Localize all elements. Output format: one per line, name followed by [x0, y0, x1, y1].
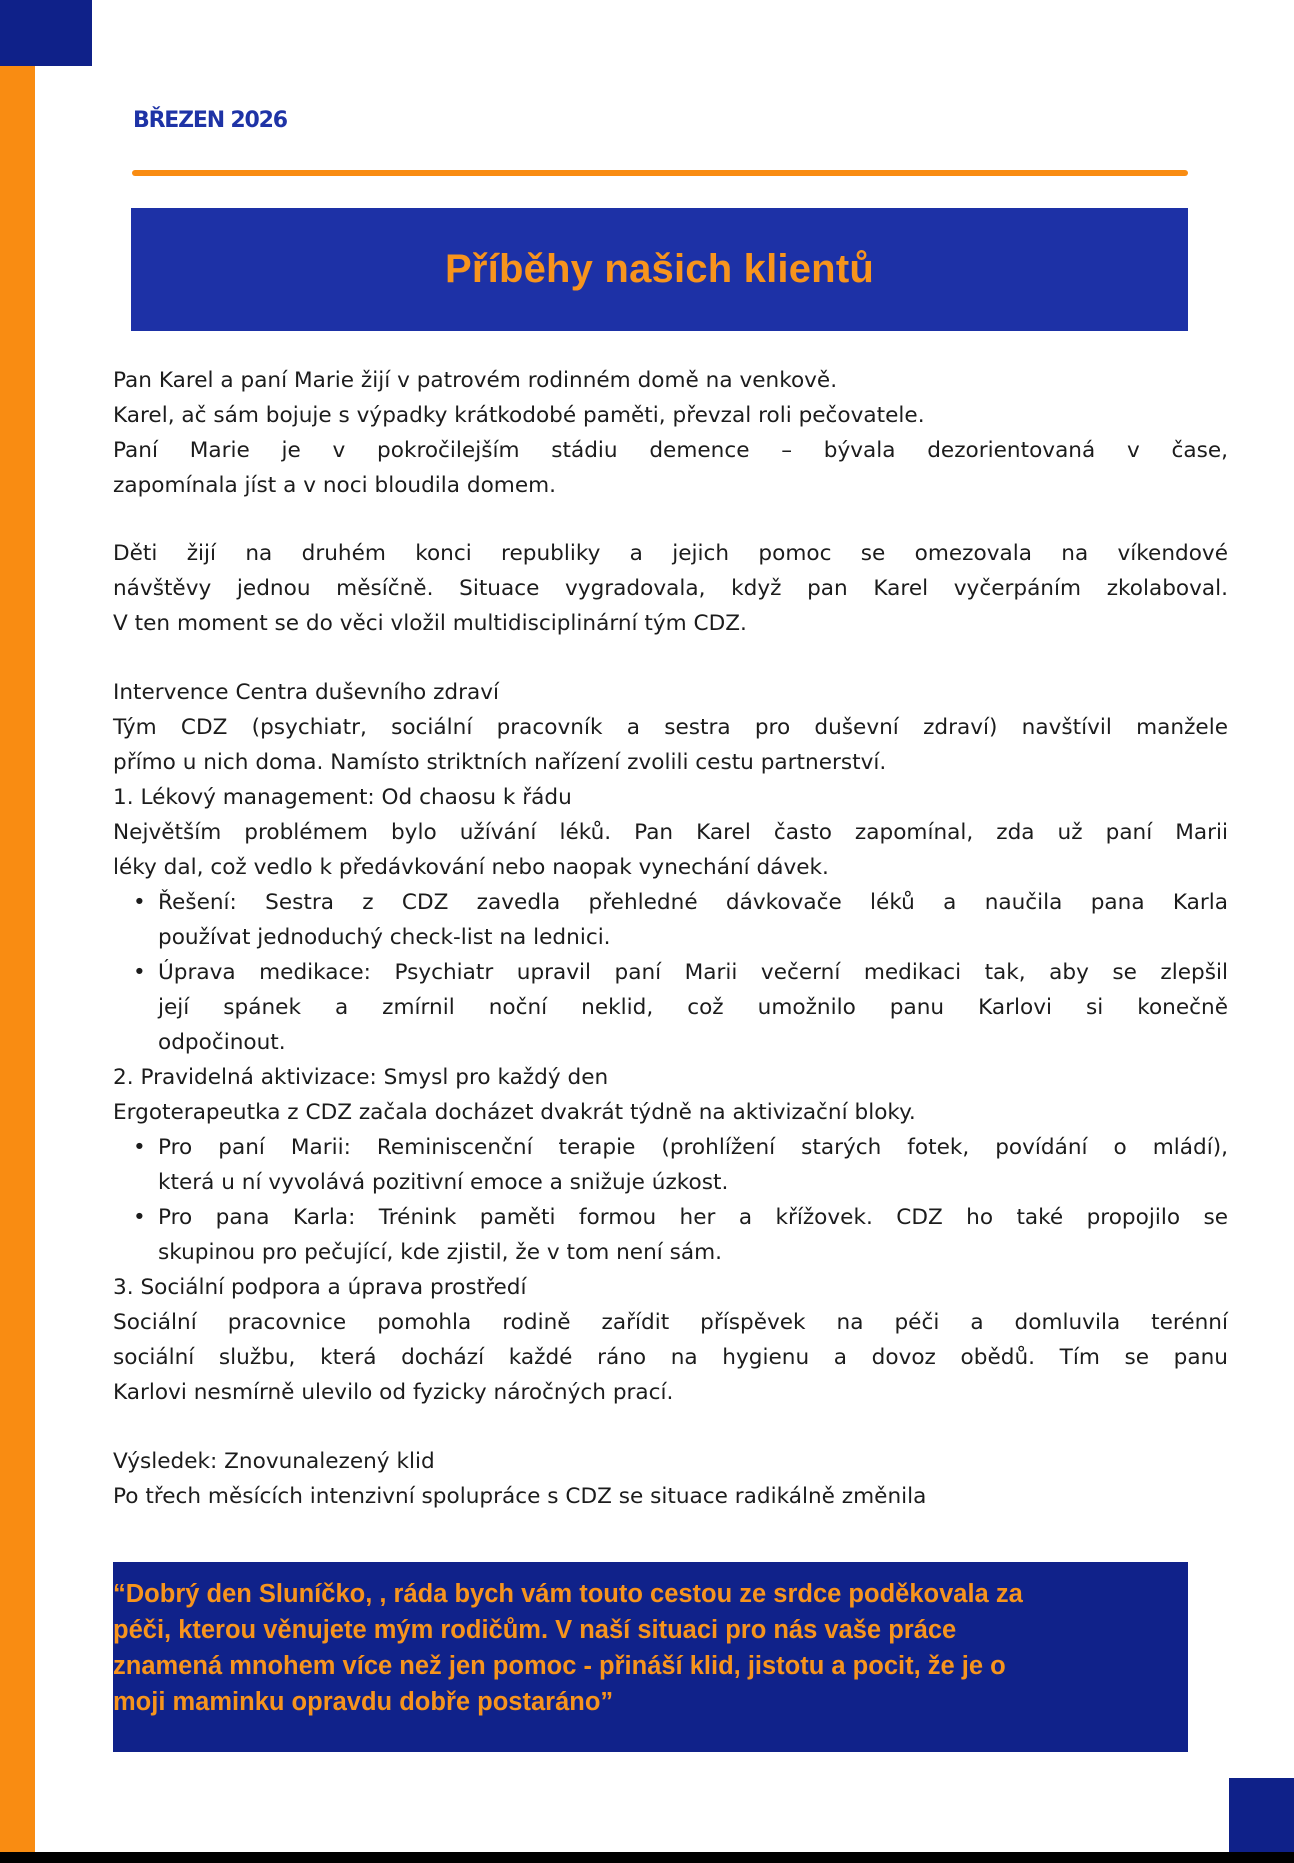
- bullet-icon: •: [133, 890, 146, 915]
- section-heading: Intervence Centra duševního zdraví: [113, 680, 500, 705]
- bullet-icon: •: [133, 1205, 146, 1230]
- section-heading: Výsledek: Znovunalezený klid: [113, 1449, 435, 1474]
- left-accent-strip: [0, 66, 35, 1852]
- quote-line: znamená mnohem více než jen pomoc - přináší klid, jistotu a pocit, že je o: [113, 1652, 1006, 1680]
- text-line: Sociální pracovnice pomohla rodině zařídit příspěvek na péči a domluvila terénní: [113, 1310, 1228, 1335]
- testimonial-quote: [113, 1576, 1188, 1720]
- text-line: Ergoterapeutka z CDZ začala docházet dvakrát týdně na aktivizační bloky.: [113, 1100, 916, 1125]
- list-item: [113, 1200, 1228, 1270]
- text-line: Pro paní Marii: Reminiscenční terapie (prohlížení starých fotek, povídání o mládí),: [158, 1135, 1228, 1160]
- quote-line: péči, kterou věnujete mým rodičům. V naší situaci pro nás vaše práce: [113, 1616, 957, 1644]
- text-line: odpočinout.: [158, 1030, 286, 1055]
- subsection-heading: 1. Lékový management: Od chaosu k řádu: [113, 785, 572, 810]
- bullet-icon: •: [133, 1135, 146, 1160]
- text-line: Paní Marie je v pokročilejším stádiu demence – bývala dezorientovaná v čase,: [113, 438, 1228, 463]
- text-line: návštěvy jednou měsíčně. Situace vygradovala, když pan Karel vyčerpáním zkolaboval.: [113, 576, 1228, 601]
- intervention-section: [113, 675, 1228, 1410]
- corner-decoration-bottom-right: [1229, 1778, 1294, 1852]
- text-line: Řešení: Sestra z CDZ zavedla přehledné dávkovače léků a naučila pana Karla: [158, 890, 1228, 915]
- quote-line: “Dobrý den Sluníčko, , ráda bych vám touto cestou ze srdce poděkovala za: [113, 1580, 1023, 1608]
- intro-paragraph: [113, 363, 1228, 503]
- text-line: léky dal, což vedlo k předávkování nebo naopak vynechání dávek.: [113, 855, 829, 880]
- text-line: Po třech měsících intenzivní spolupráce s CDZ se situace radikálně změnila: [113, 1484, 927, 1509]
- text-line: Tým CDZ (psychiatr, sociální pracovník a sestra pro duševní zdraví) navštívil manžele: [113, 715, 1228, 740]
- corner-decoration-top-left: [0, 0, 92, 66]
- text-line: Děti žijí na druhém konci republiky a jejich pomoc se omezovala na víkendové: [113, 541, 1228, 566]
- text-line: Pro pana Karla: Trénink paměti formou her a křížovek. CDZ ho také propojilo se: [158, 1205, 1228, 1230]
- text-line: její spánek a zmírnil noční neklid, což umožnilo panu Karlovi si konečně: [158, 995, 1228, 1020]
- title-banner: [131, 208, 1188, 331]
- list-item: [113, 955, 1228, 1060]
- quote-line: moji maminku opravdu dobře postaráno”: [113, 1688, 614, 1716]
- text-line: Pan Karel a paní Marie žijí v patrovém rodinném domě na venkově.: [113, 368, 838, 393]
- text-line: Karlovi nesmírně ulevilo od fyzicky náročných prací.: [113, 1380, 674, 1405]
- text-line: která u ní vyvolává pozitivní emoce a snižuje úzkost.: [158, 1170, 729, 1195]
- text-line: Úprava medikace: Psychiatr upravil paní Marii večerní medikaci tak, aby se zlepšil: [158, 960, 1228, 985]
- list-item: [113, 885, 1228, 955]
- subsection-heading: 3. Sociální podpora a úprava prostředí: [113, 1275, 527, 1300]
- page-title: Příběhy našich klientů: [445, 247, 874, 291]
- bullet-icon: •: [133, 960, 146, 985]
- bottom-bar: [0, 1852, 1294, 1863]
- header-divider: [132, 170, 1188, 176]
- text-line: sociální službu, která dochází každé ráno na hygienu a dovoz obědů. Tím se panu: [113, 1345, 1228, 1370]
- text-line: přímo u nich doma. Namísto striktních nařízení zvolili cestu partnerství.: [113, 750, 887, 775]
- family-paragraph: [113, 536, 1228, 641]
- text-line: V ten moment se do věci vložil multidisciplinární tým CDZ.: [113, 611, 747, 636]
- issue-date: BŘEZEN 2026: [133, 108, 287, 133]
- list-item: [113, 1130, 1228, 1200]
- text-line: zapomínala jíst a v noci bloudila domem.: [113, 473, 557, 498]
- text-line: skupinou pro pečující, kde zjistil, že v tom není sám.: [158, 1240, 723, 1265]
- result-section: [113, 1444, 1228, 1514]
- subsection-heading: 2. Pravidelná aktivizace: Smysl pro každý den: [113, 1065, 609, 1090]
- text-line: používat jednoduchý check-list na lednici.: [158, 925, 611, 950]
- text-line: Karel, ač sám bojuje s výpadky krátkodobé paměti, převzal roli pečovatele.: [113, 403, 925, 428]
- text-line: Největším problémem bylo užívání léků. Pan Karel často zapomínal, zda už paní Marii: [113, 820, 1228, 845]
